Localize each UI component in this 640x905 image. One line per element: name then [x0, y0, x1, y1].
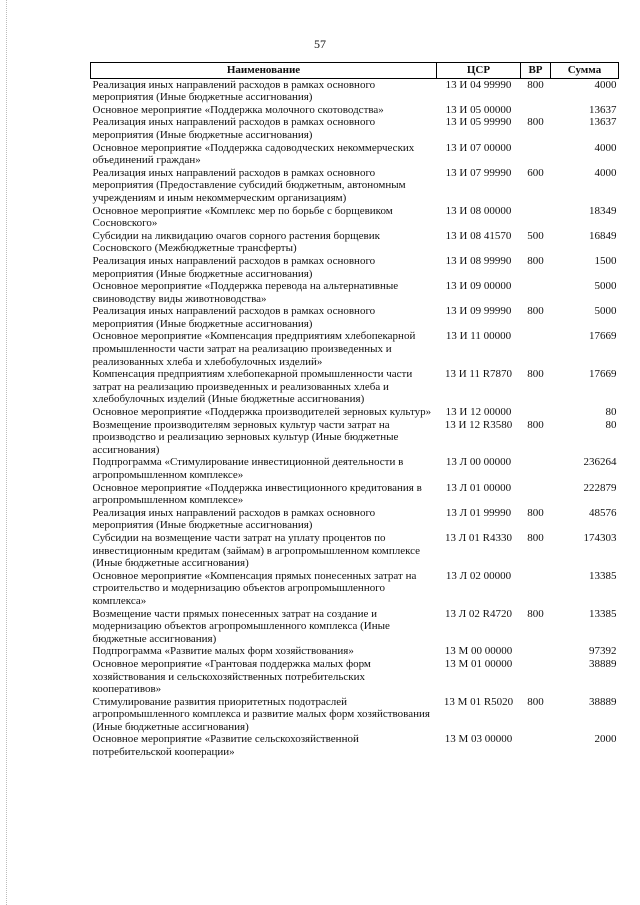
cell-vr	[521, 142, 551, 167]
cell-csr: 13 И 07 99990	[445, 166, 512, 179]
table-row	[91, 406, 619, 419]
header-csr: ЦСР	[437, 63, 521, 79]
cell-sum: 236264	[583, 456, 617, 469]
cell-csr: 13 И 07 00000	[445, 141, 512, 154]
header-name: Наименование	[91, 63, 437, 79]
cell-sum: 80	[605, 418, 617, 431]
cell-sum: 18349	[589, 204, 617, 217]
table-row	[91, 230, 619, 255]
table-row	[91, 104, 619, 117]
table-row	[91, 645, 619, 658]
cell-csr: 13 Л 01 R4330	[444, 531, 513, 544]
table-row	[91, 532, 619, 570]
cell-sum: 48576	[589, 506, 617, 519]
cell-csr: 13 И 08 00000	[445, 204, 512, 217]
cell-vr	[521, 205, 551, 230]
table-row	[91, 280, 619, 305]
cell-vr: 800	[527, 531, 544, 544]
cell-csr: 13 М 01 00000	[444, 657, 513, 670]
cell-vr: 800	[527, 695, 544, 708]
cell-sum: 13637	[589, 116, 617, 129]
cell-name: Реализация иных направлений расходов в рамках основного мероприятия (Иные бюджетные ассигнования)	[92, 116, 376, 141]
cell-sum: 4000	[594, 166, 617, 179]
cell-vr	[521, 406, 551, 419]
cell-vr: 800	[527, 368, 544, 381]
cell-name: Подпрограмма «Стимулирование инвестиционной деятельности в агропромышленном комплексе»	[92, 456, 404, 481]
cell-sum: 80	[605, 406, 617, 419]
cell-csr: 13 И 08 99990	[445, 254, 512, 267]
page-number: 57	[314, 37, 326, 51]
cell-name: Возмещение производителям зерновых культур части затрат на производство и реализацию зерновых культур (Иные бюджетные ассигнования)	[92, 418, 399, 456]
cell-vr: 500	[527, 229, 544, 242]
budget-table	[90, 62, 619, 759]
cell-sum: 5000	[594, 305, 617, 318]
cell-vr	[521, 645, 551, 658]
cell-sum: 38889	[589, 695, 617, 708]
cell-sum: 174303	[583, 531, 617, 544]
cell-name: Основное мероприятие «Поддержка молочного скотоводства»	[92, 103, 384, 116]
cell-sum: 17669	[589, 368, 617, 381]
cell-vr	[521, 456, 551, 481]
table-row	[91, 570, 619, 608]
cell-name: Основное мероприятие «Комплекс мер по борьбе с борщевиком Сосновского»	[92, 204, 393, 230]
cell-name: Реализация иных направлений расходов в рамках основного мероприятия (Иные бюджетные ассигнования)	[92, 254, 376, 280]
table-row	[91, 142, 619, 167]
table-row	[91, 205, 619, 230]
cell-name: Реализация иных направлений расходов в рамках основного мероприятия (Иные бюджетные ассигнования)	[92, 78, 376, 104]
cell-name: Основное мероприятие «Поддержка садоводческих некоммерческих объединений граждан»	[92, 141, 415, 167]
cell-csr: 13 И 09 00000	[445, 280, 512, 293]
table-header-row	[91, 63, 619, 79]
cell-vr: 800	[527, 506, 544, 519]
cell-name: Реализация иных направлений расходов в рамках основного мероприятия (Иные бюджетные ассигнования)	[92, 305, 376, 330]
table-row	[91, 419, 619, 457]
cell-sum: 1500	[594, 254, 617, 267]
cell-name: Основное мероприятие «Поддержка инвестиционного кредитования в агропромышленном комплексе»	[92, 481, 422, 507]
table-row	[91, 305, 619, 330]
cell-name: Возмещение части прямых понесенных затрат на создание и модернизацию объектов агропромышленного комплекса (Иные бюджетные ассигнования)	[92, 607, 390, 645]
cell-name: Подпрограмма «Развитие малых форм хозяйствования»	[92, 645, 354, 658]
cell-csr: 13 Л 01 00000	[445, 481, 512, 494]
cell-sum: 97392	[589, 645, 617, 658]
cell-vr: 800	[527, 305, 544, 318]
table-row	[91, 482, 619, 507]
cell-sum: 13637	[589, 103, 617, 116]
cell-vr: 800	[527, 607, 544, 620]
cell-vr	[521, 570, 551, 608]
cell-sum: 4000	[594, 78, 617, 91]
cell-csr: 13 М 03 00000	[444, 733, 513, 746]
table-row	[91, 608, 619, 646]
cell-vr: 800	[527, 254, 544, 267]
table-row	[91, 116, 619, 141]
cell-csr: 13 Л 02 00000	[445, 569, 512, 582]
cell-csr: 13 И 11 00000	[445, 330, 512, 343]
cell-vr	[521, 658, 551, 696]
table-row	[91, 658, 619, 696]
cell-csr: 13 И 05 99990	[445, 116, 512, 129]
cell-vr: 800	[527, 418, 544, 431]
cell-csr: 13 И 08 41570	[445, 229, 512, 242]
table-row	[91, 330, 619, 368]
cell-csr: 13 Л 01 99990	[445, 506, 512, 519]
cell-name: Основное мероприятие «Компенсация прямых понесенных затрат на строительство и модернизацию объектов агропромышленного комплекса»	[92, 569, 417, 607]
table-row	[91, 456, 619, 481]
cell-vr: 800	[527, 78, 544, 91]
cell-csr: 13 Л 02 R4720	[444, 607, 513, 620]
cell-sum: 222879	[583, 481, 617, 494]
cell-name: Основное мероприятие «Поддержка производителей зерновых культур»	[92, 406, 432, 419]
cell-vr	[521, 330, 551, 368]
table-row	[91, 167, 619, 205]
table-row	[91, 733, 619, 758]
cell-name: Реализация иных направлений расходов в рамках основного мероприятия (Предоставление субсидий бюджетным, автономным учреждениям и иным некоммерческим организациям)	[92, 166, 406, 204]
cell-csr: 13 И 04 99990	[445, 78, 512, 91]
cell-sum: 16849	[589, 229, 617, 242]
cell-name: Компенсация предприятиям хлебопекарной промышленности части затрат на реализацию произведенных и реализованных хлеба и хлебобулочных изделий (Иные бюджетные ассигнования)	[92, 368, 413, 406]
cell-name: Реализация иных направлений расходов в рамках основного мероприятия (Иные бюджетные ассигнования)	[92, 506, 376, 532]
cell-csr: 13 И 11 R7870	[444, 368, 513, 381]
cell-vr	[521, 733, 551, 758]
cell-sum: 13385	[589, 607, 617, 620]
cell-name: Основное мероприятие «Поддержка перевода на альтернативные свиноводству виды животноводства»	[92, 280, 399, 305]
table-row	[91, 78, 619, 104]
table-body	[91, 78, 619, 759]
cell-vr	[521, 482, 551, 507]
cell-sum: 13385	[589, 569, 617, 582]
cell-csr: 13 И 05 00000	[445, 103, 512, 116]
header-sum: Сумма	[551, 63, 619, 79]
header-vr: ВР	[521, 63, 551, 79]
cell-name: Основное мероприятие «Компенсация предприятиям хлебопекарной промышленности части затрат на реализацию произведенных и реализованных хлеба и хлебобулочных изделий»	[92, 330, 416, 368]
cell-name: Стимулирование развития приоритетных подотраслей агропромышленного комплекса и развитие малых форм хозяйствования (Иные бюджетные ассигнования)	[92, 695, 430, 733]
cell-csr: 13 И 09 99990	[445, 305, 512, 318]
cell-sum: 5000	[594, 280, 617, 293]
cell-sum: 38889	[589, 657, 617, 670]
table-row	[91, 696, 619, 734]
cell-vr: 600	[527, 166, 544, 179]
cell-csr: 13 М 00 00000	[444, 645, 513, 658]
cell-name: Основное мероприятие «Грантовая поддержка малых форм хозяйствования и сельскохозяйственных потребительских кооперативов»	[92, 657, 371, 696]
cell-name: Субсидии на возмещение части затрат на уплату процентов по инвестиционным кредитам (займам) в агропромышленном комплексе (Иные бюджетные ассигнования)	[92, 531, 421, 570]
cell-name: Субсидии на ликвидацию очагов сорного растения борщевик Сосновского (Межбюджетные трансферты)	[92, 229, 380, 255]
cell-csr: 13 М 01 R5020	[443, 695, 514, 708]
cell-vr: 800	[527, 116, 544, 129]
cell-csr: 13 Л 00 00000	[445, 456, 512, 469]
cell-sum: 2000	[594, 733, 617, 746]
cell-vr	[521, 280, 551, 305]
cell-name: Основное мероприятие «Развитие сельскохозяйственной потребительской кооперации»	[92, 733, 359, 759]
scan-margin-line	[6, 0, 8, 905]
table-row	[91, 368, 619, 406]
cell-sum: 4000	[594, 141, 617, 154]
cell-sum: 17669	[589, 330, 617, 343]
cell-vr	[521, 104, 551, 117]
table-row	[91, 255, 619, 280]
cell-csr: 13 И 12 R3580	[444, 418, 513, 431]
cell-csr: 13 И 12 00000	[445, 406, 512, 419]
table-row	[91, 507, 619, 532]
